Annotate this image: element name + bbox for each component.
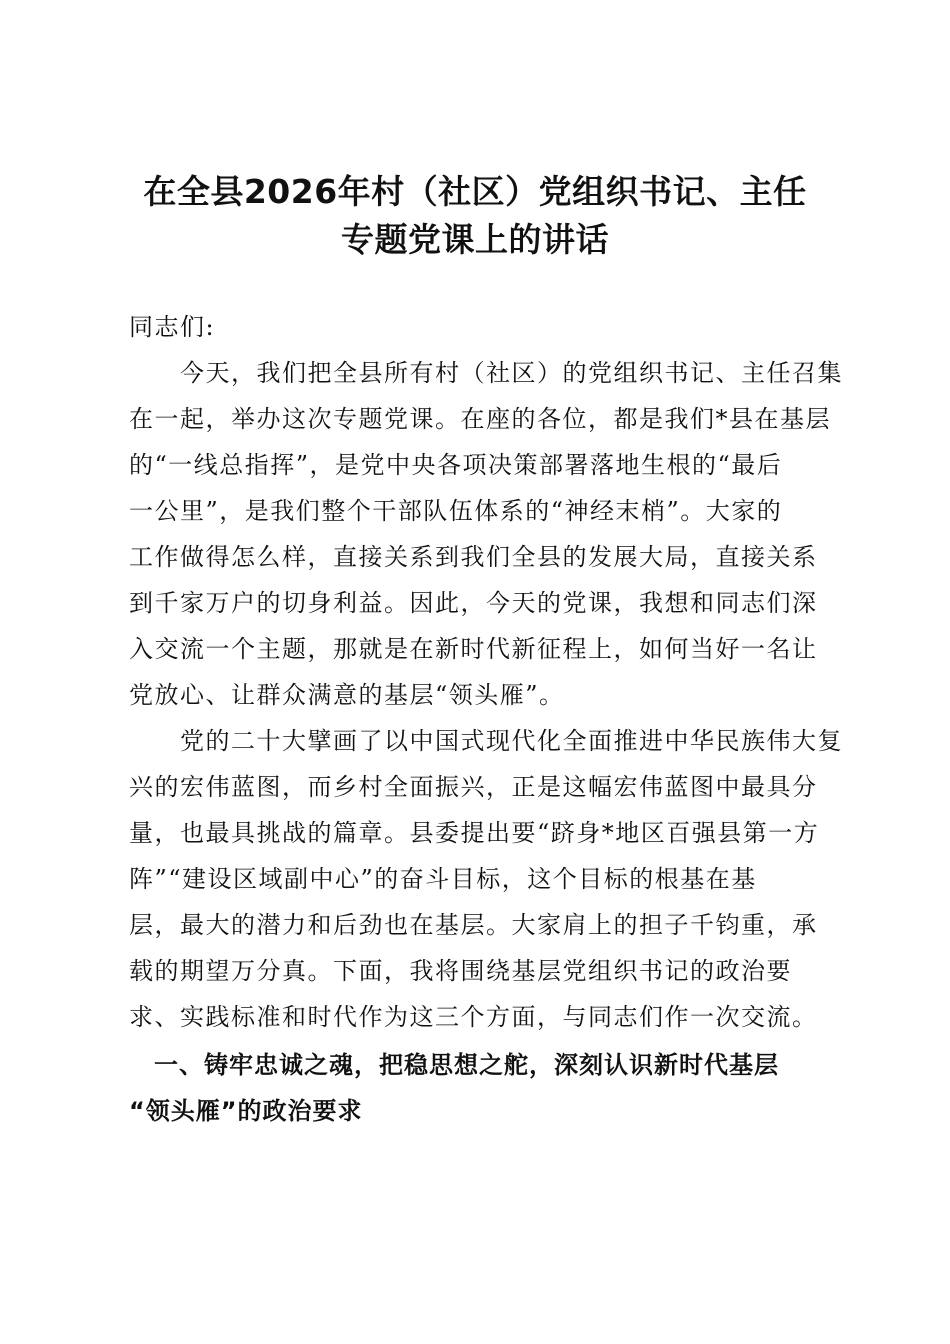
paragraph-line: 党放心、让群众满意的基层“领头雁”。: [129, 681, 565, 709]
paragraph-line: 工作做得怎么样，直接关系到我们全县的发展大局，直接关系: [129, 543, 818, 571]
paragraph-line: 到千家万户的切身利益。因此，今天的党课，我想和同志们深: [129, 589, 818, 617]
paragraph-line: 在一起，举办这次专题党课。在座的各位，都是我们*县在基层: [129, 405, 831, 433]
paragraph-line: 的“一线总指挥”，是党中央各项决策部署落地生根的“最后: [129, 451, 783, 479]
paragraph-2: [129, 718, 843, 1042]
title-line-1: 在全县2026年村（社区）党组织书记、主任: [143, 172, 807, 211]
title-line-2: 专题党课上的讲话: [341, 220, 609, 259]
section-heading: [129, 1042, 829, 1134]
paragraph-line: 今天，我们把全县所有村（社区）的党组织书记、主任召集: [129, 359, 843, 387]
document-title: [120, 168, 830, 264]
paragraph-line: 量，也最具挑战的篇章。县委提出要“跻身*地区百强县第一方: [129, 819, 820, 847]
paragraph-line: 层，最大的潜力和后劲也在基层。大家肩上的担子千钧重，承: [129, 911, 818, 939]
paragraph-line: 兴的宏伟蓝图，而乡村全面振兴，正是这幅宏伟蓝图中最具分: [129, 773, 818, 801]
paragraph-1: [129, 350, 843, 718]
section-heading-line: 一、铸牢忠诚之魂，把稳思想之舵，深刻认识新时代基层: [129, 1051, 779, 1079]
paragraph-line: 党的二十大擘画了以中国式现代化全面推进中华民族伟大复: [129, 727, 843, 755]
paragraph-line: 阵”“建设区域副中心”的奋斗目标，这个目标的根基在基: [129, 865, 757, 893]
salutation: 同志们:: [129, 313, 216, 341]
document-body: [129, 304, 843, 1134]
paragraph-line: 载的期望万分真。下面，我将围绕基层党组织书记的政治要: [129, 957, 792, 985]
paragraph-line: 求、实践标准和时代作为这三个方面，与同志们作一次交流。: [129, 1003, 818, 1031]
paragraph-line: 一公里”，是我们整个干部队伍体系的“神经末梢”。大家的: [129, 497, 783, 525]
section-heading-line: “领头雁”的政治要求: [129, 1097, 363, 1125]
paragraph-line: 入交流一个主题，那就是在新时代新征程上，如何当好一名让: [129, 635, 818, 663]
